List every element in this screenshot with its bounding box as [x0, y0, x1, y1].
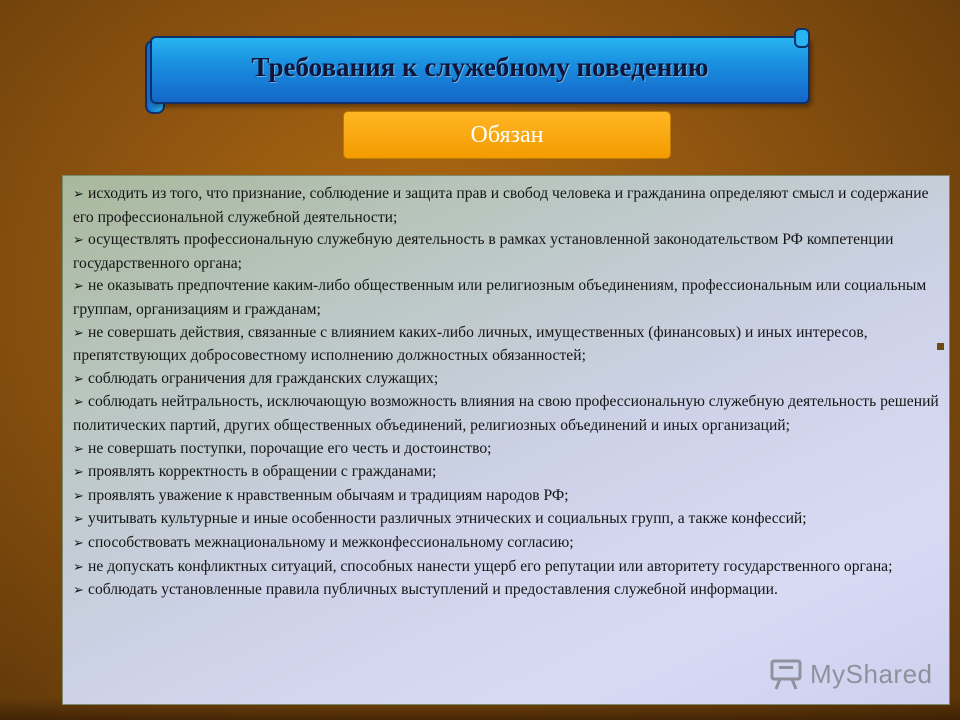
watermark — [768, 655, 933, 693]
arrow-bullet-icon: ➢ — [73, 279, 89, 295]
presentation-board-icon — [768, 656, 804, 692]
arrow-bullet-icon: ➢ — [73, 325, 89, 341]
title-banner — [150, 36, 810, 104]
list-item: ➢ соблюдать нейтральность, исключающую возможность влияния на свою профессиональную служебную деятельность решений политических партий, других общественных объединений, религиозных объединений и иных организаций; — [73, 393, 939, 434]
watermark-text: MyShared — [810, 658, 933, 689]
arrow-bullet-icon: ➢ — [73, 512, 89, 528]
list-item: ➢ не допускать конфликтных ситуаций, способных нанести ущерб его репутации или авторитету государственного органа; — [73, 557, 893, 575]
arrow-bullet-icon: ➢ — [73, 535, 89, 551]
list-item: ➢ способствовать межнациональному и межконфессиональному согласию; — [73, 533, 574, 551]
decorative-dot — [937, 343, 944, 350]
scroll-curl-right — [794, 28, 810, 48]
arrow-bullet-icon: ➢ — [73, 465, 89, 481]
list-item: ➢ не оказывать предпочтение каким-либо общественным или религиозным объединениям, профессиональным или социальным группам, организациям и гражданам; — [73, 277, 927, 318]
arrow-bullet-icon: ➢ — [73, 559, 89, 575]
list-item: ➢ не совершать действия, связанные с влиянием каких-либо личных, имущественных (финансовых) и иных интересов, препятствующих добросовестному исполнению должностных обязанностей; — [73, 323, 868, 365]
list-item: ➢ соблюдать ограничения для гражданских служащих; — [73, 369, 439, 387]
arrow-bullet-icon: ➢ — [73, 187, 89, 202]
list-item: ➢ соблюдать установленные правила публичных выступлений и предоставления служебной информации. — [73, 581, 778, 599]
list-item: ➢ проявлять корректность в обращении с гражданами; — [73, 463, 437, 481]
arrow-bullet-icon: ➢ — [73, 488, 89, 504]
list-item: ➢ проявлять уважение к нравственным обычаям и традициям народов РФ; — [73, 486, 569, 504]
section-label-box: Обязан — [343, 111, 671, 159]
list-item: ➢ исходить из того, что признание, соблюдение и защита прав и свобод человека и гражданина определяют смысл и содержание его профессиональной служебной деятельности; — [73, 185, 929, 226]
list-item: ➢ не совершать поступки, порочащие его честь и достоинство; — [73, 439, 492, 457]
duties-panel — [62, 175, 950, 705]
list-item: ➢ осуществлять профессиональную служебную деятельность в рамках установленной законодательством РФ компетенции государственного органа; — [73, 231, 894, 272]
list-item: ➢ учитывать культурные и иные особенности различных этнических и социальных групп, а также конфессий; — [73, 510, 807, 528]
duties-list — [73, 183, 943, 603]
arrow-bullet-icon: ➢ — [73, 441, 89, 457]
arrow-bullet-icon: ➢ — [73, 395, 89, 411]
arrow-bullet-icon: ➢ — [73, 371, 89, 387]
page-title: Требования к служебному поведению — [251, 52, 709, 82]
arrow-bullet-icon: ➢ — [73, 583, 89, 599]
arrow-bullet-icon: ➢ — [73, 233, 89, 249]
